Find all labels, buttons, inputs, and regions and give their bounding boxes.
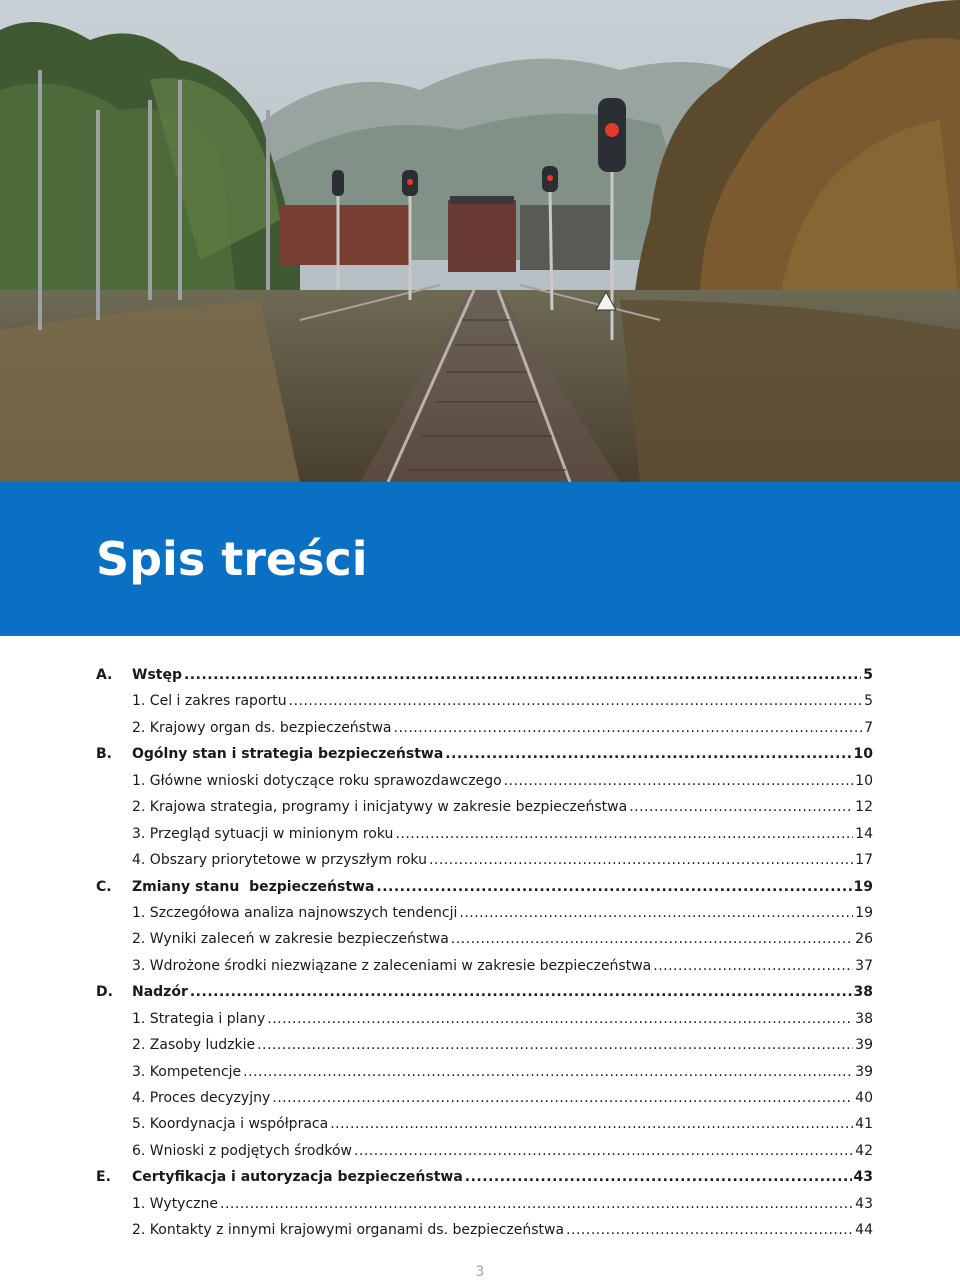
toc-leader-dots (653, 953, 853, 979)
toc-leader-dots (429, 847, 853, 873)
toc-entry-page: 37 (855, 957, 873, 974)
toc-item-row[interactable] (96, 1191, 873, 1217)
toc-entry-title: 3. Przegląd sytuacji w minionym roku (132, 825, 394, 842)
toc-entry-title: 1. Wytyczne (132, 1195, 218, 1212)
toc-item-row[interactable] (96, 794, 873, 820)
toc-entry-title: 3. Kompetencje (132, 1063, 242, 1080)
toc-item-row[interactable] (96, 1059, 873, 1085)
toc-item-row[interactable] (96, 847, 873, 873)
toc-leader-dots (395, 821, 853, 847)
toc-entry-page: 38 (855, 1010, 873, 1027)
toc-leader-dots (451, 926, 853, 952)
toc-entry-page: 42 (855, 1142, 873, 1159)
toc-entry-page: 41 (855, 1116, 873, 1133)
toc-leader-dots (354, 1138, 853, 1164)
toc-item-row[interactable] (96, 1217, 873, 1243)
toc-item-row[interactable] (96, 768, 873, 794)
toc-section-letter: D. (96, 984, 113, 1001)
toc-leader-dots (376, 874, 851, 900)
toc-leader-dots (394, 715, 863, 741)
toc-leader-dots (445, 741, 851, 767)
toc-entry-page: 26 (855, 931, 873, 948)
toc-entry-title: Wstęp (132, 667, 182, 683)
toc-entry-title: 5. Koordynacja i współpraca (132, 1116, 329, 1133)
railway-photo (0, 0, 960, 482)
toc-entry-title: Zmiany stanu bezpieczeństwa (132, 878, 375, 895)
toc-item-row[interactable] (96, 1111, 873, 1137)
toc-leader-dots (267, 1006, 853, 1032)
toc-entry-page: 39 (855, 1063, 873, 1080)
toc-entry-title: 3. Wdrożone środki niezwiązane z zaleceniami w zakresie bezpieczeństwa (132, 957, 652, 974)
toc-entry-title: 1. Główne wnioski dotyczące roku sprawozdawczego (132, 772, 502, 789)
toc-section-row[interactable] (96, 1164, 873, 1190)
toc-section-row[interactable] (96, 979, 873, 1005)
toc-item-row[interactable] (96, 953, 873, 979)
toc-section-row[interactable] (96, 662, 873, 688)
toc-section-row[interactable] (96, 741, 873, 767)
toc-leader-dots (566, 1217, 853, 1243)
toc-leader-dots (220, 1191, 853, 1217)
toc-entry-page: 14 (855, 825, 873, 842)
toc-leader-dots (257, 1032, 853, 1058)
toc-item-row[interactable] (96, 1138, 873, 1164)
toc-entry-page: 40 (855, 1090, 873, 1106)
toc-leader-dots (459, 900, 853, 926)
toc-entry-title: Nadzór (132, 984, 188, 1001)
table-of-contents (96, 662, 873, 1244)
toc-entry-title: 6. Wnioski z podjętych środków (132, 1142, 352, 1159)
toc-entry-page: 43 (853, 1169, 873, 1186)
toc-entry-title: 1. Cel i zakres raportu (132, 693, 287, 710)
title-banner (0, 482, 960, 636)
toc-entry-title: 4. Obszary priorytetowe w przyszłym roku (132, 852, 427, 869)
toc-leader-dots (629, 794, 853, 820)
toc-entry-page: 44 (855, 1222, 873, 1239)
toc-item-row[interactable] (96, 821, 873, 847)
toc-leader-dots (184, 662, 861, 688)
toc-item-row[interactable] (96, 688, 873, 714)
toc-entry-title: Ogólny stan i strategia bezpieczeństwa (132, 746, 444, 763)
toc-leader-dots (504, 768, 854, 794)
toc-item-row[interactable] (96, 1006, 873, 1032)
toc-entry-page: 19 (855, 904, 873, 921)
toc-item-row[interactable] (96, 715, 873, 741)
toc-section-letter: A. (96, 667, 113, 683)
toc-section-letter: E. (96, 1169, 111, 1186)
toc-entry-title: 1. Strategia i plany (132, 1010, 266, 1027)
toc-entry-page: 38 (853, 984, 873, 1001)
toc-entry-page: 12 (855, 799, 873, 816)
toc-entry-page: 10 (853, 746, 873, 763)
page-title: Spis treści (96, 532, 368, 586)
toc-leader-dots (243, 1059, 853, 1085)
toc-entry-page: 7 (864, 719, 873, 736)
toc-entry-title: 2. Krajowa strategia, programy i inicjatywy w zakresie bezpieczeństwa (132, 799, 628, 816)
toc-entry-title: 1. Szczegółowa analiza najnowszych tendencji (132, 904, 458, 921)
toc-leader-dots (330, 1111, 853, 1137)
toc-item-row[interactable] (96, 900, 873, 926)
toc-entry-title: 2. Zasoby ludzkie (132, 1037, 256, 1054)
toc-entry-page: 5 (863, 667, 873, 683)
toc-entry-page: 43 (855, 1195, 873, 1212)
toc-section-row[interactable] (96, 874, 873, 900)
toc-leader-dots (465, 1164, 852, 1190)
toc-entry-page: 17 (855, 852, 873, 869)
toc-entry-title: 2. Kontakty z innymi krajowymi organami ds. bezpieczeństwa (132, 1222, 565, 1239)
toc-entry-title: Certyfikacja i autoryzacja bezpieczeństwa (132, 1169, 463, 1186)
toc-entry-page: 19 (853, 878, 873, 895)
toc-entry-title: 2. Wyniki zaleceń w zakresie bezpieczeństwa (132, 931, 449, 948)
toc-section-letter: B. (96, 746, 112, 763)
toc-entry-title: 2. Krajowy organ ds. bezpieczeństwa (132, 719, 392, 736)
toc-item-row[interactable] (96, 1032, 873, 1058)
page-number: 3 (475, 1264, 485, 1280)
toc-item-row[interactable] (96, 926, 873, 952)
toc-entry-page: 10 (855, 772, 873, 789)
toc-entry-page: 39 (855, 1037, 873, 1054)
toc-entry-title: 4. Proces decyzyjny (132, 1090, 271, 1106)
toc-leader-dots (289, 688, 862, 714)
toc-item-row[interactable] (96, 1085, 873, 1111)
toc-leader-dots (272, 1085, 853, 1111)
toc-entry-page: 5 (864, 693, 873, 710)
toc-section-letter: C. (96, 878, 112, 895)
toc-leader-dots (190, 979, 852, 1005)
